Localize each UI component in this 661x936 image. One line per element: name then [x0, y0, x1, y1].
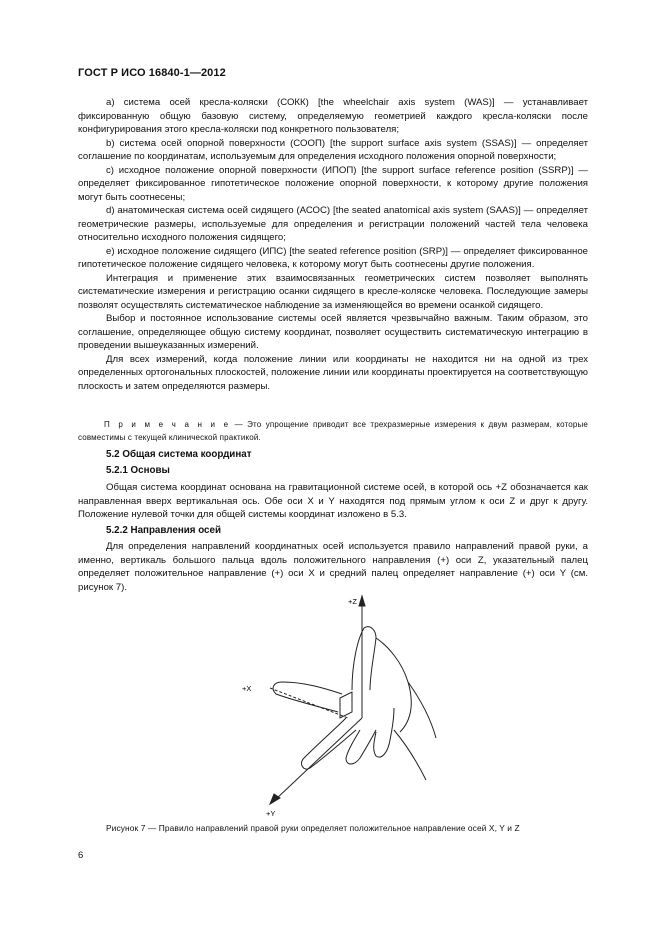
right-hand-illustration: [230, 590, 450, 820]
section-5-2-2-body: [78, 540, 588, 594]
note-text: — Это упрощение приводит все трехразмерные измерения к двум размерам, которые совместимы с текущей клинической практикой.: [78, 420, 589, 442]
index-finger-shape: [273, 682, 342, 712]
note-label: П р и м е ч а н и е: [104, 420, 231, 429]
list-item-d: d) анатомическая система осей сидящего (АСОС) [the seated anatomical axis system (SAAS)] — определяет геометрические размеры, используемые для определения и регистрации положений частей тела человека относительно исходного положения сидящего;: [78, 205, 588, 243]
z-axis-arrow-icon: [359, 596, 365, 606]
y-axis-label: +Y: [266, 809, 276, 818]
wrist-line: [408, 682, 436, 738]
list-block: [78, 96, 588, 393]
section-5-2-1-heading: 5.2.1 Основы: [106, 465, 170, 476]
list-item-b: b) система осей опорной поверхности (СООП) [the support surface axis system (SSAS)] — определяет соглашение по координатам, используемым для определения исходного положения опорной поверхности;: [78, 137, 588, 162]
list-item-c: c) исходное положение опорной поверхности (ИПОП) [the support surface reference position (SSRP)] — определяет фиксированное гипотетическое положение опорной поверхности, к которому другие положения могут быть соотнесены;: [78, 164, 588, 203]
section-5-2-1-body: [78, 481, 588, 522]
paragraph-measurements: Для всех измерений, когда положение линии или координаты не находится ни на одной из трех определенных ортогональных плоскостей, положение линии или координаты проектируется на соответствующую плоскость и затем определяются размеры.: [78, 353, 588, 392]
page-number: 6: [78, 850, 84, 861]
note-block: [78, 418, 588, 444]
figure-right-hand-rule: [230, 590, 450, 820]
thumb-shape: [352, 627, 376, 690]
section-5-2-1-text: Общая система координат основана на гравитационной системе осей, в которой ось +Z обозначается как направленная вверх вертикальная ось. Обе оси X и Y находятся под прямым углом к оси Z и друг к другу. Положение нулевой точки для общей системы координат изложено в 5.3.: [78, 482, 588, 520]
figure-caption: Рисунок 7 — Правило направлений правой руки определяет положительное направление осей X, Y и Z: [106, 823, 520, 833]
y-axis-line: [275, 718, 362, 800]
little-finger-shape: [374, 708, 394, 757]
paragraph-choice: Выбор и постоянное использование системы осей является чрезвычайно важным. Таким образом, это соглашение, определяющее общую систему координат, позволяет осуществить систематическую интеграцию в проведении вышеуказанных измерений.: [78, 313, 588, 351]
paragraph-integration: Интеграция и применение этих взаимосвязанных геометрических систем позволяет выполнять систематические измерения и регистрацию осанки сидящего в кресле-коляске человека. Последующие замеры позволят осуществлять систематическое наблюдение за изменяющейся во времени осанкой сидящего.: [78, 272, 588, 311]
origin-box: [340, 692, 352, 718]
list-item-e: e) исходное положение сидящего (ИПС) [the seated reference position (SRP)] — определяет фиксированное гипотетическое положение сидящего человека, к которому могут быть соотнесены другие положения.: [78, 245, 588, 270]
list-item-a: a) система осей кресла-коляски (СОКК) [the wheelchair axis system (WAS)] — устанавливает фиксированную общую базовую систему, определяемую геометрией каждого кресла-коляски после конфигурирования этого кресла-коляски под конкретного пользователя;: [78, 97, 588, 135]
x-axis-label: +X: [242, 684, 252, 693]
document-header: ГОСТ Р ИСО 16840-1—2012: [78, 67, 226, 79]
section-5-2-2-text: Для определения направлений координатных осей используется правило направлений правой руки, а именно, вертикаль большого пальца вдоль положительного направления (+) оси Z, указательный палец определяет положительное направление (+) оси X и средний палец определяет направление (+) оси Y (см. рисунок 7).: [78, 541, 588, 593]
z-axis-label: +Z: [348, 597, 357, 606]
middle-finger-shape: [302, 718, 356, 769]
section-5-2-2-heading: 5.2.2 Направления осей: [106, 525, 221, 536]
section-5-2-heading: 5.2 Общая система координат: [106, 449, 252, 460]
wrist-line-lower: [394, 730, 426, 780]
y-axis-arrow-icon: [270, 794, 280, 804]
